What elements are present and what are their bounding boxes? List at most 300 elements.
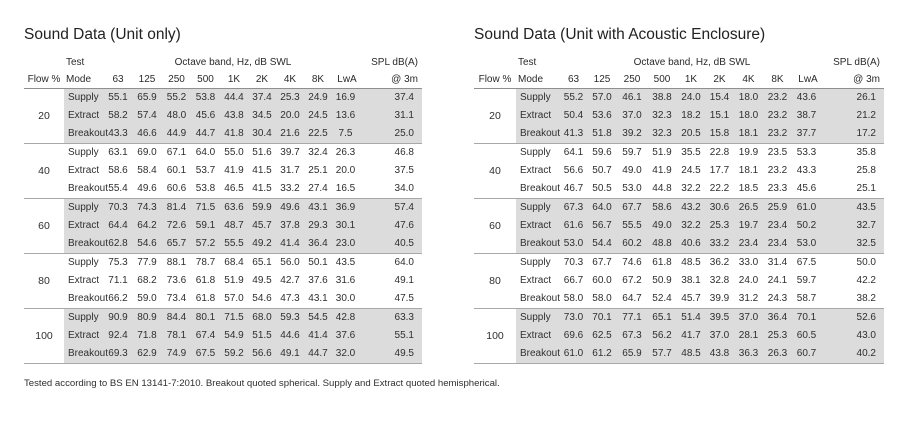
mode-label: Supply (64, 89, 104, 108)
band-value: 24.3 (763, 290, 792, 309)
band-value: 36.4 (304, 235, 332, 254)
band-value: 51.8 (587, 125, 617, 144)
spl-value: 37.5 (362, 162, 422, 180)
flow-percent: 60 (474, 217, 516, 235)
band-value: 24.5 (304, 107, 332, 125)
band-value: 41.9 (647, 162, 677, 180)
band-value: 49.6 (132, 180, 162, 199)
flow-cell-blank (474, 309, 516, 328)
table-row (474, 327, 884, 345)
table-row (24, 327, 422, 345)
spl-value: 25.0 (362, 125, 422, 144)
band-value: 64.2 (132, 217, 162, 235)
band-value: 67.3 (560, 199, 587, 218)
band-value: 54.9 (220, 327, 248, 345)
band-value: 39.2 (617, 125, 647, 144)
spl-value: 38.2 (824, 290, 884, 309)
flow-percent: 60 (24, 217, 64, 235)
spl-value: 21.2 (824, 107, 884, 125)
band-value: 57.7 (647, 345, 677, 364)
band-value: 33.2 (276, 180, 304, 199)
mode-label: Extract (516, 272, 560, 290)
band-value: 46.6 (132, 125, 162, 144)
table-row (474, 89, 884, 108)
flow-percent: 40 (474, 162, 516, 180)
flow-cell-blank (24, 290, 64, 309)
band-value: 32.2 (677, 217, 705, 235)
table-row (474, 235, 884, 254)
flow-percent: 40 (24, 162, 64, 180)
band-value: 67.2 (617, 272, 647, 290)
spl-value: 34.0 (362, 180, 422, 199)
header-mode: Mode (64, 71, 104, 89)
flow-cell-blank (474, 254, 516, 273)
band-value: 53.0 (560, 235, 587, 254)
band-value: 53.0 (617, 180, 647, 199)
table-row (24, 235, 422, 254)
band-value: 13.6 (332, 107, 362, 125)
table-row (24, 125, 422, 144)
sound-data-table (474, 54, 884, 364)
band-value: 43.3 (104, 125, 132, 144)
band-value: 19.7 (734, 217, 763, 235)
band-value: 37.6 (332, 327, 362, 345)
flow-cell-blank (474, 144, 516, 163)
band-value: 43.8 (705, 345, 734, 364)
band-value: 80.9 (132, 309, 162, 328)
flow-percent: 100 (24, 327, 64, 345)
flow-cell-blank (24, 254, 64, 273)
table-row (24, 345, 422, 364)
band-value: 64.1 (560, 144, 587, 163)
band-value: 31.2 (734, 290, 763, 309)
band-value: 30.1 (332, 217, 362, 235)
band-value: 45.6 (191, 107, 220, 125)
band-value: 50.7 (587, 162, 617, 180)
band-value: 61.2 (587, 345, 617, 364)
band-value: 56.7 (587, 217, 617, 235)
band-value: 74.3 (132, 199, 162, 218)
band-value: 50.1 (304, 254, 332, 273)
band-value: 55.5 (220, 235, 248, 254)
spl-value: 17.2 (824, 125, 884, 144)
band-value: 70.1 (792, 309, 824, 328)
mode-label: Breakout (516, 290, 560, 309)
mode-label: Breakout (516, 180, 560, 199)
band-value: 73.6 (162, 272, 191, 290)
flow-percent: 20 (24, 107, 64, 125)
band-value: 49.6 (276, 199, 304, 218)
band-value: 32.3 (647, 125, 677, 144)
band-value: 61.8 (647, 254, 677, 273)
band-value: 31.6 (332, 272, 362, 290)
table-row (24, 180, 422, 199)
table-title: Sound Data (Unit only) (24, 26, 181, 43)
mode-label: Supply (516, 199, 560, 218)
band-value: 59.9 (248, 199, 276, 218)
mode-label: Extract (64, 272, 104, 290)
mode-label: Supply (64, 144, 104, 163)
band-value: 67.7 (617, 199, 647, 218)
band-value: 73.4 (162, 290, 191, 309)
mode-label: Extract (516, 107, 560, 125)
band-value: 72.6 (162, 217, 191, 235)
band-value: 64.7 (617, 290, 647, 309)
band-value: 73.0 (560, 309, 587, 328)
band-value: 52.4 (647, 290, 677, 309)
band-value: 65.1 (248, 254, 276, 273)
band-value: 24.0 (734, 272, 763, 290)
table-row (24, 107, 422, 125)
band-value: 22.5 (304, 125, 332, 144)
header-spl-sub: @ 3m (362, 71, 422, 89)
band-value: 20.0 (332, 162, 362, 180)
band-value: 58.0 (587, 290, 617, 309)
band-value: 40.6 (677, 235, 705, 254)
band-value: 65.9 (617, 345, 647, 364)
table-row (24, 290, 422, 309)
flow-percent: 80 (474, 272, 516, 290)
spl-value: 55.1 (362, 327, 422, 345)
band-value: 37.0 (617, 107, 647, 125)
band-value: 59.0 (132, 290, 162, 309)
band-value: 61.0 (792, 199, 824, 218)
band-value: 33.2 (705, 235, 734, 254)
table-row (474, 217, 884, 235)
header-row (474, 54, 884, 71)
band-value: 41.4 (304, 327, 332, 345)
band-value: 20.0 (276, 107, 304, 125)
band-value: 44.4 (220, 89, 248, 108)
spl-value: 47.5 (362, 290, 422, 309)
band-value: 41.4 (276, 235, 304, 254)
band-value: 55.2 (560, 89, 587, 108)
table-row (474, 162, 884, 180)
spl-value: 35.8 (824, 144, 884, 163)
sound-table-unit-only (24, 0, 422, 364)
band-value: 81.4 (162, 199, 191, 218)
spl-value: 31.1 (362, 107, 422, 125)
band-value: 66.7 (560, 272, 587, 290)
band-value: 22.2 (705, 180, 734, 199)
band-value: 51.6 (248, 144, 276, 163)
band-value: 49.2 (248, 235, 276, 254)
band-value: 19.9 (734, 144, 763, 163)
band-value: 55.1 (104, 89, 132, 108)
band-value: 44.9 (162, 125, 191, 144)
mode-label: Extract (64, 162, 104, 180)
footnote: Tested according to BS EN 13141-7:2010. Breakout quoted spherical. Supply and Extract quoted hemispherical. (24, 378, 500, 389)
band-value: 36.4 (763, 309, 792, 328)
band-value: 16.5 (332, 180, 362, 199)
band-value: 48.8 (647, 235, 677, 254)
band-value: 68.0 (248, 309, 276, 328)
spl-value: 52.6 (824, 309, 884, 328)
flow-cell-blank (474, 235, 516, 254)
header-row (24, 54, 422, 71)
band-value: 21.6 (276, 125, 304, 144)
band-value: 49.1 (276, 345, 304, 364)
band-value: 43.3 (792, 162, 824, 180)
band-value: 7.5 (332, 125, 362, 144)
table-row (24, 272, 422, 290)
header-blank (474, 54, 516, 71)
band-value: 23.0 (332, 235, 362, 254)
band-value: 32.8 (705, 272, 734, 290)
header-row (24, 71, 422, 89)
band-value: 39.7 (276, 144, 304, 163)
band-value: 67.5 (191, 345, 220, 364)
band-value: 67.5 (792, 254, 824, 273)
table-row (24, 89, 422, 108)
band-value: 53.7 (191, 162, 220, 180)
band-value: 44.8 (647, 180, 677, 199)
band-value: 18.1 (734, 125, 763, 144)
table-row (474, 345, 884, 364)
band-value: 75.3 (104, 254, 132, 273)
band-value: 28.1 (734, 327, 763, 345)
header-band: 63 (560, 71, 587, 89)
mode-label: Extract (64, 327, 104, 345)
band-value: 70.1 (587, 309, 617, 328)
spl-value: 25.1 (824, 180, 884, 199)
table-row (24, 144, 422, 163)
flow-cell-blank (24, 125, 64, 144)
band-value: 70.3 (560, 254, 587, 273)
flow-percent: 100 (474, 327, 516, 345)
band-value: 69.3 (104, 345, 132, 364)
mode-label: Supply (516, 254, 560, 273)
mode-label: Breakout (64, 125, 104, 144)
table-row (24, 309, 422, 328)
band-value: 71.1 (104, 272, 132, 290)
band-value: 26.3 (332, 144, 362, 163)
flow-cell-blank (24, 235, 64, 254)
spl-value: 25.8 (824, 162, 884, 180)
spl-value: 37.4 (362, 89, 422, 108)
flow-cell-blank (474, 180, 516, 199)
band-value: 42.7 (276, 272, 304, 290)
spl-value: 42.2 (824, 272, 884, 290)
band-value: 41.5 (248, 180, 276, 199)
band-value: 25.1 (304, 162, 332, 180)
band-value: 54.6 (132, 235, 162, 254)
band-value: 53.8 (191, 89, 220, 108)
band-value: 60.1 (162, 162, 191, 180)
flow-cell-blank (24, 89, 64, 108)
band-value: 38.7 (792, 107, 824, 125)
band-value: 56.6 (560, 162, 587, 180)
mode-label: Extract (516, 162, 560, 180)
band-value: 45.7 (248, 217, 276, 235)
band-value: 88.1 (162, 254, 191, 273)
band-value: 62.5 (587, 327, 617, 345)
band-value: 77.9 (132, 254, 162, 273)
header-band: 8K (304, 71, 332, 89)
header-row (474, 71, 884, 89)
mode-label: Breakout (516, 235, 560, 254)
header-band: 63 (104, 71, 132, 89)
band-value: 24.5 (677, 162, 705, 180)
band-value: 41.8 (220, 125, 248, 144)
band-value: 48.7 (220, 217, 248, 235)
band-value: 15.1 (705, 107, 734, 125)
band-value: 67.4 (191, 327, 220, 345)
band-value: 24.0 (677, 89, 705, 108)
band-value: 22.8 (705, 144, 734, 163)
spl-value: 26.1 (824, 89, 884, 108)
header-band: 500 (647, 71, 677, 89)
table-row (24, 217, 422, 235)
mode-label: Breakout (64, 235, 104, 254)
band-value: 71.5 (191, 199, 220, 218)
spl-value: 43.0 (824, 327, 884, 345)
band-value: 54.5 (304, 309, 332, 328)
band-value: 50.2 (792, 217, 824, 235)
band-value: 27.4 (304, 180, 332, 199)
band-value: 24.9 (304, 89, 332, 108)
band-value: 59.3 (276, 309, 304, 328)
table-row (474, 309, 884, 328)
mode-label: Breakout (516, 125, 560, 144)
band-value: 50.4 (560, 107, 587, 125)
band-value: 36.3 (734, 345, 763, 364)
band-value: 45.7 (677, 290, 705, 309)
table-row (24, 199, 422, 218)
band-value: 15.4 (705, 89, 734, 108)
header-band: 125 (132, 71, 162, 89)
band-value: 25.3 (705, 217, 734, 235)
band-value: 29.3 (304, 217, 332, 235)
header-band: 4K (734, 71, 763, 89)
band-value: 60.0 (587, 272, 617, 290)
mode-label: Extract (516, 327, 560, 345)
band-value: 58.7 (792, 290, 824, 309)
band-value: 55.0 (220, 144, 248, 163)
band-value: 41.5 (248, 162, 276, 180)
mode-label: Breakout (516, 345, 560, 364)
flow-cell-blank (24, 345, 64, 364)
band-value: 56.6 (248, 345, 276, 364)
band-value: 78.7 (191, 254, 220, 273)
band-value: 35.5 (677, 144, 705, 163)
band-value: 33.0 (734, 254, 763, 273)
mode-label: Breakout (64, 180, 104, 199)
band-value: 63.6 (220, 199, 248, 218)
spl-value: 32.7 (824, 217, 884, 235)
band-value: 84.4 (162, 309, 191, 328)
header-band: 8K (763, 71, 792, 89)
band-value: 46.7 (560, 180, 587, 199)
band-value: 49.0 (617, 162, 647, 180)
band-value: 39.5 (705, 309, 734, 328)
mode-label: Supply (64, 254, 104, 273)
band-value: 36.9 (332, 199, 362, 218)
band-value: 37.6 (304, 272, 332, 290)
band-value: 67.1 (162, 144, 191, 163)
flow-percent: 20 (474, 107, 516, 125)
band-value: 74.9 (162, 345, 191, 364)
header-spl: SPL dB(A) (824, 54, 884, 71)
band-value: 55.4 (104, 180, 132, 199)
sound-data-table (24, 54, 422, 364)
band-value: 38.8 (647, 89, 677, 108)
band-value: 32.4 (304, 144, 332, 163)
band-value: 44.7 (304, 345, 332, 364)
band-value: 77.1 (617, 309, 647, 328)
band-value: 50.9 (647, 272, 677, 290)
header-band: 250 (617, 71, 647, 89)
band-value: 15.8 (705, 125, 734, 144)
band-value: 70.3 (104, 199, 132, 218)
band-value: 37.0 (734, 309, 763, 328)
band-value: 18.1 (734, 162, 763, 180)
band-value: 59.2 (220, 345, 248, 364)
band-value: 23.4 (734, 235, 763, 254)
band-value: 62.9 (132, 345, 162, 364)
band-value: 23.4 (763, 235, 792, 254)
band-value: 60.7 (792, 345, 824, 364)
header-band: LwA (792, 71, 824, 89)
band-value: 25.3 (276, 89, 304, 108)
band-value: 56.0 (276, 254, 304, 273)
band-value: 64.0 (587, 199, 617, 218)
band-value: 23.2 (763, 162, 792, 180)
band-value: 16.9 (332, 89, 362, 108)
table-title: Sound Data (Unit with Acoustic Enclosure) (474, 26, 766, 43)
band-value: 65.7 (162, 235, 191, 254)
band-value: 71.5 (220, 309, 248, 328)
band-value: 31.7 (276, 162, 304, 180)
mode-label: Extract (64, 107, 104, 125)
header-band: LwA (332, 71, 362, 89)
mode-label: Breakout (64, 290, 104, 309)
mode-label: Breakout (64, 345, 104, 364)
flow-cell-blank (24, 144, 64, 163)
table-row (474, 272, 884, 290)
band-value: 45.6 (792, 180, 824, 199)
band-value: 18.0 (734, 107, 763, 125)
band-value: 54.6 (248, 290, 276, 309)
spl-value: 47.6 (362, 217, 422, 235)
band-value: 43.5 (332, 254, 362, 273)
band-value: 48.5 (677, 254, 705, 273)
header-band: 2K (248, 71, 276, 89)
band-value: 25.3 (763, 327, 792, 345)
spl-value: 40.2 (824, 345, 884, 364)
band-value: 49.0 (647, 217, 677, 235)
band-value: 31.4 (763, 254, 792, 273)
band-value: 59.6 (587, 144, 617, 163)
band-value: 65.9 (132, 89, 162, 108)
band-value: 65.1 (647, 309, 677, 328)
band-value: 17.7 (705, 162, 734, 180)
band-value: 20.5 (677, 125, 705, 144)
band-value: 39.9 (705, 290, 734, 309)
band-value: 37.7 (792, 125, 824, 144)
band-value: 38.1 (677, 272, 705, 290)
band-value: 18.2 (677, 107, 705, 125)
spl-value: 63.3 (362, 309, 422, 328)
band-value: 32.0 (332, 345, 362, 364)
header-blank (24, 54, 64, 71)
band-value: 49.5 (248, 272, 276, 290)
band-value: 24.1 (763, 272, 792, 290)
band-value: 30.6 (705, 199, 734, 218)
mode-label: Extract (516, 217, 560, 235)
band-value: 44.6 (276, 327, 304, 345)
spl-value: 64.0 (362, 254, 422, 273)
